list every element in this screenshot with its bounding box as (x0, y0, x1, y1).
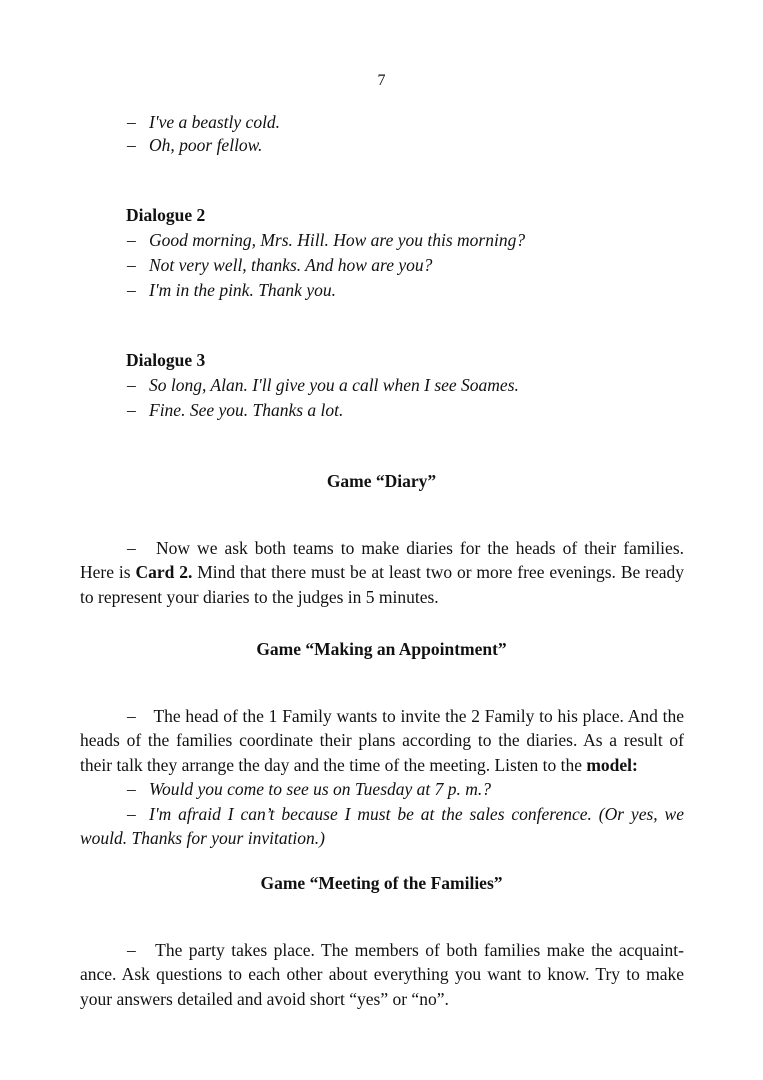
paragraph-text: Now we ask both teams to make diaries for the heads of their families. Here is (80, 537, 684, 582)
paragraph-text: I'm afraid I can’t because I must be at the sales conference. (Or yes, we would. Thanks for your invitation.) (80, 803, 684, 848)
paragraph-text: Would you come to see us on Tuesday at 7 p. m.? (149, 778, 492, 799)
dash: – (127, 255, 136, 275)
model-question (80, 777, 684, 802)
model-label: model: (586, 754, 638, 775)
dialogue-3-heading: Dialogue 3 (126, 350, 206, 370)
dialogue-text: I've a beastly cold. (149, 112, 281, 132)
dialogue-text: Fine. See you. Thanks a lot. (149, 400, 344, 420)
dash: – (127, 280, 136, 300)
dialogue-text: Not very well, thanks. And how are you? (149, 255, 433, 275)
dash: – (127, 135, 136, 155)
paragraph-text: The party takes place. The members of both families make the acquaint-ance. Ask questions to each other about everything you want to know. Try to make your answers detailed and avoid short “yes” or “no”. (80, 939, 684, 1009)
dialogue-line (127, 400, 343, 421)
game-meeting-title: Game “Meeting of the Families” (260, 873, 503, 893)
dialogue-line (127, 230, 525, 251)
dialogue-line (127, 255, 432, 276)
model-answer (80, 802, 684, 851)
card-label: Card 2. (135, 562, 193, 582)
dialogue-text: Good morning, Mrs. Hill. How are you this morning? (149, 230, 526, 250)
page-number: 7 (377, 72, 386, 89)
dialogue-line (127, 135, 262, 156)
dash: – (127, 778, 136, 799)
dash: – (127, 803, 136, 824)
dash: – (127, 705, 136, 726)
game-diary-title: Game “Diary” (326, 471, 437, 491)
dialogue-text: So long, Alan. I'll give you a call when I see Soames. (149, 375, 519, 395)
paragraph-text: Mind that there must be at least two or more free evenings. Be ready to represent your diaries to the judges in 5 minutes. (80, 562, 685, 607)
game-diary-paragraph (80, 536, 684, 610)
dash: – (127, 375, 136, 395)
dash: – (127, 400, 136, 420)
dash: – (127, 112, 136, 132)
paragraph-text: The head of the 1 Family wants to invite the 2 Family to his place. And the heads of the families coordinate their plans according to the diaries. As a result of their talk they arrange the day and the time of the meeting. Listen to the (80, 705, 685, 775)
game-meeting-paragraph (80, 938, 684, 1012)
game-appointment-title: Game “Making an Appointment” (256, 639, 507, 659)
dash: – (127, 939, 136, 960)
dialogue-text: I'm in the pink. Thank you. (149, 280, 336, 300)
dash: – (127, 230, 136, 250)
dialogue-text: Oh, poor fellow. (149, 135, 263, 155)
game-appointment-paragraph (80, 704, 684, 778)
dialogue-line (127, 375, 519, 396)
dash: – (127, 537, 136, 558)
dialogue-2-heading: Dialogue 2 (126, 205, 206, 225)
dialogue-line (127, 112, 280, 133)
dialogue-line (127, 280, 336, 301)
